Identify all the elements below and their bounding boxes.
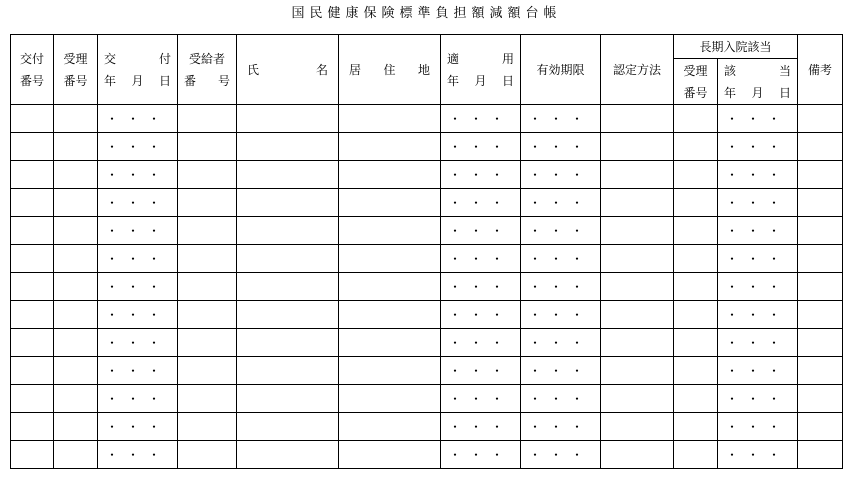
cell-issue-no[interactable] [11, 413, 54, 441]
header-address-char1: 居 [349, 63, 362, 77]
cell-issue-date[interactable]: ・・・ [98, 413, 178, 441]
cell-address[interactable] [339, 329, 441, 357]
header-long-date-units [718, 82, 797, 104]
cell-cert-method[interactable] [601, 301, 674, 329]
cell-apply-date[interactable]: ・・・ [441, 273, 521, 301]
cell-cert-method[interactable] [601, 413, 674, 441]
cell-issue-date[interactable]: ・・・ [98, 385, 178, 413]
header-apply-char1: 適 [447, 51, 460, 66]
header-recipient-no-line1: 受給者 [188, 51, 225, 66]
header-long-date-line1 [718, 60, 797, 82]
cell-name[interactable] [237, 217, 339, 245]
cell-apply-date[interactable]: ・・・ [441, 105, 521, 133]
cell-long-receipt-no[interactable] [674, 413, 718, 441]
cell-name[interactable] [237, 245, 339, 273]
cell-receipt-no[interactable] [54, 273, 98, 301]
cell-issue-date[interactable]: ・・・ [98, 245, 178, 273]
cell-apply-date[interactable]: ・・・ [441, 329, 521, 357]
header-long-receipt-no [674, 59, 718, 105]
cell-validity[interactable]: ・・・ [521, 189, 601, 217]
cell-issue-no[interactable] [11, 189, 54, 217]
cell-long-receipt-no[interactable] [674, 441, 718, 469]
cell-issue-no[interactable] [11, 273, 54, 301]
cell-validity[interactable]: ・・・ [521, 301, 601, 329]
ledger-body [11, 105, 843, 469]
cell-remarks[interactable] [798, 329, 843, 357]
cell-address[interactable] [339, 245, 441, 273]
table-row [11, 357, 843, 385]
cell-name[interactable] [237, 273, 339, 301]
table-row [11, 133, 843, 161]
cell-address[interactable] [339, 133, 441, 161]
cell-validity[interactable]: ・・・ [521, 105, 601, 133]
cell-issue-no[interactable] [11, 385, 54, 413]
header-long-date [718, 59, 798, 105]
cell-validity[interactable]: ・・・ [521, 245, 601, 273]
cell-recipient-no[interactable] [178, 273, 237, 301]
cell-cert-method[interactable] [601, 329, 674, 357]
cell-cert-method[interactable] [601, 189, 674, 217]
unit-day: 日 [158, 73, 171, 88]
cell-issue-no[interactable] [11, 217, 54, 245]
table-row [11, 441, 843, 469]
cell-name[interactable] [237, 301, 339, 329]
header-issue-date-units [98, 70, 177, 92]
unit-month: 月 [751, 85, 764, 100]
header-recipient-no-char1: 番 [184, 73, 197, 88]
header-apply-date-units [441, 70, 520, 92]
cell-long-date[interactable]: ・・・ [718, 413, 798, 441]
cell-issue-date[interactable]: ・・・ [98, 329, 178, 357]
cell-address[interactable] [339, 217, 441, 245]
cell-remarks[interactable] [798, 273, 843, 301]
cell-cert-method[interactable] [601, 357, 674, 385]
cell-address[interactable] [339, 413, 441, 441]
cell-recipient-no[interactable] [178, 161, 237, 189]
cell-name[interactable] [237, 161, 339, 189]
header-long-receipt-no-line1: 受理 [683, 63, 708, 78]
header-row-top [11, 35, 843, 59]
cell-apply-date[interactable]: ・・・ [441, 301, 521, 329]
cell-validity[interactable]: ・・・ [521, 385, 601, 413]
header-remarks: 備考 [798, 35, 843, 105]
table-row [11, 273, 843, 301]
header-issue-no-line1: 交付 [19, 51, 44, 66]
cell-address[interactable] [339, 105, 441, 133]
header-name [237, 35, 339, 105]
cell-long-receipt-no[interactable] [674, 133, 718, 161]
cell-cert-method[interactable] [601, 217, 674, 245]
cell-validity[interactable]: ・・・ [521, 357, 601, 385]
cell-remarks[interactable] [798, 161, 843, 189]
cell-receipt-no[interactable] [54, 329, 98, 357]
cell-receipt-no[interactable] [54, 413, 98, 441]
cell-address[interactable] [339, 441, 441, 469]
table-row [11, 105, 843, 133]
cell-remarks[interactable] [798, 133, 843, 161]
cell-cert-method[interactable] [601, 105, 674, 133]
cell-issue-no[interactable] [11, 161, 54, 189]
cell-long-receipt-no[interactable] [674, 357, 718, 385]
cell-receipt-no[interactable] [54, 385, 98, 413]
header-receipt-no [54, 35, 98, 105]
header-cert-method: 認定方法 [601, 35, 674, 105]
cell-cert-method[interactable] [601, 133, 674, 161]
cell-issue-no[interactable] [11, 301, 54, 329]
cell-issue-date[interactable]: ・・・ [98, 357, 178, 385]
table-row [11, 189, 843, 217]
cell-apply-date[interactable]: ・・・ [441, 413, 521, 441]
cell-name[interactable] [237, 385, 339, 413]
cell-long-receipt-no[interactable] [674, 329, 718, 357]
cell-receipt-no[interactable] [54, 245, 98, 273]
cell-issue-no[interactable] [11, 105, 54, 133]
header-long-term: 長期入院該当 [674, 35, 798, 59]
cell-address[interactable] [339, 161, 441, 189]
cell-recipient-no[interactable] [178, 105, 237, 133]
unit-day: 日 [501, 73, 514, 88]
cell-long-date[interactable]: ・・・ [718, 245, 798, 273]
page-title: 国民健康保険標準負担額減額台帳 [291, 6, 562, 21]
cell-apply-date[interactable]: ・・・ [441, 217, 521, 245]
header-long-receipt-no-line2: 番号 [683, 85, 708, 100]
cell-issue-date[interactable]: ・・・ [98, 189, 178, 217]
cell-long-date[interactable]: ・・・ [718, 105, 798, 133]
header-name-char1: 氏 [247, 63, 260, 77]
cell-long-date[interactable]: ・・・ [718, 329, 798, 357]
cell-long-date[interactable]: ・・・ [718, 161, 798, 189]
cell-receipt-no[interactable] [54, 441, 98, 469]
cell-cert-method[interactable] [601, 385, 674, 413]
cell-remarks[interactable] [798, 189, 843, 217]
cell-validity[interactable]: ・・・ [521, 273, 601, 301]
cell-cert-method[interactable] [601, 273, 674, 301]
cell-issue-date[interactable]: ・・・ [98, 273, 178, 301]
cell-long-date[interactable]: ・・・ [718, 385, 798, 413]
cell-issue-date[interactable]: ・・・ [98, 161, 178, 189]
cell-long-receipt-no[interactable] [674, 189, 718, 217]
cell-long-date[interactable]: ・・・ [718, 217, 798, 245]
cell-validity[interactable]: ・・・ [521, 217, 601, 245]
cell-long-receipt-no[interactable] [674, 161, 718, 189]
header-apply-date [441, 35, 521, 105]
cell-receipt-no[interactable] [54, 133, 98, 161]
cell-issue-date[interactable]: ・・・ [98, 217, 178, 245]
cell-long-date[interactable]: ・・・ [718, 357, 798, 385]
cell-remarks[interactable] [798, 105, 843, 133]
cell-issue-no[interactable] [11, 357, 54, 385]
header-apply-char2: 用 [501, 51, 514, 66]
cell-long-date[interactable]: ・・・ [718, 189, 798, 217]
header-issue-date-char1: 交 [104, 51, 117, 66]
cell-validity[interactable]: ・・・ [521, 133, 601, 161]
header-issue-no [11, 35, 54, 105]
cell-remarks[interactable] [798, 217, 843, 245]
cell-recipient-no[interactable] [178, 329, 237, 357]
cell-remarks[interactable] [798, 301, 843, 329]
unit-month: 月 [474, 73, 487, 88]
cell-apply-date[interactable]: ・・・ [441, 357, 521, 385]
header-address-char3: 地 [417, 63, 430, 77]
unit-day: 日 [779, 85, 792, 100]
cell-issue-no[interactable] [11, 133, 54, 161]
header-issue-no-line2: 番号 [19, 73, 44, 88]
cell-receipt-no[interactable] [54, 217, 98, 245]
header-address-char2: 住 [383, 63, 396, 77]
cell-recipient-no[interactable] [178, 245, 237, 273]
table-row [11, 161, 843, 189]
cell-receipt-no[interactable] [54, 357, 98, 385]
cell-apply-date[interactable]: ・・・ [441, 161, 521, 189]
cell-name[interactable] [237, 189, 339, 217]
unit-month: 月 [131, 73, 144, 88]
cell-issue-date[interactable]: ・・・ [98, 133, 178, 161]
cell-recipient-no[interactable] [178, 133, 237, 161]
cell-long-date[interactable]: ・・・ [718, 273, 798, 301]
cell-long-receipt-no[interactable] [674, 273, 718, 301]
cell-receipt-no[interactable] [54, 161, 98, 189]
cell-cert-method[interactable] [601, 441, 674, 469]
cell-remarks[interactable] [798, 385, 843, 413]
cell-long-receipt-no[interactable] [674, 301, 718, 329]
header-address [339, 35, 441, 105]
cell-long-receipt-no[interactable] [674, 217, 718, 245]
cell-name[interactable] [237, 413, 339, 441]
unit-year: 年 [104, 73, 117, 88]
header-recipient-no-line2 [178, 70, 236, 92]
cell-recipient-no[interactable] [178, 357, 237, 385]
header-name-char2: 名 [315, 63, 328, 77]
header-recipient-no-char2: 号 [217, 73, 230, 88]
cell-recipient-no[interactable] [178, 413, 237, 441]
table-row [11, 385, 843, 413]
cell-recipient-no[interactable] [178, 301, 237, 329]
cell-name[interactable] [237, 357, 339, 385]
cell-address[interactable] [339, 189, 441, 217]
cell-issue-date[interactable]: ・・・ [98, 301, 178, 329]
table-row [11, 217, 843, 245]
cell-apply-date[interactable]: ・・・ [441, 245, 521, 273]
cell-remarks[interactable] [798, 441, 843, 469]
cell-validity[interactable]: ・・・ [521, 161, 601, 189]
header-receipt-no-line2: 番号 [63, 73, 88, 88]
header-issue-date-line1 [98, 48, 177, 70]
cell-long-date[interactable]: ・・・ [718, 441, 798, 469]
table-row [11, 245, 843, 273]
cell-apply-date[interactable]: ・・・ [441, 441, 521, 469]
header-long-date-char2: 当 [779, 63, 792, 78]
cell-remarks[interactable] [798, 245, 843, 273]
cell-receipt-no[interactable] [54, 105, 98, 133]
header-apply-date-line1 [441, 48, 520, 70]
header-receipt-no-line1: 受理 [63, 51, 88, 66]
cell-recipient-no[interactable] [178, 189, 237, 217]
cell-recipient-no[interactable] [178, 385, 237, 413]
cell-validity[interactable]: ・・・ [521, 441, 601, 469]
cell-remarks[interactable] [798, 413, 843, 441]
cell-issue-date[interactable]: ・・・ [98, 441, 178, 469]
cell-address[interactable] [339, 385, 441, 413]
header-long-date-char1: 該 [724, 63, 737, 78]
cell-issue-date[interactable]: ・・・ [98, 105, 178, 133]
cell-name[interactable] [237, 329, 339, 357]
header-validity: 有効期限 [521, 35, 601, 105]
header-recipient-no [178, 35, 237, 105]
cell-name[interactable] [237, 105, 339, 133]
header-issue-date-char2: 付 [158, 51, 171, 66]
cell-name[interactable] [237, 133, 339, 161]
cell-issue-no[interactable] [11, 441, 54, 469]
header-issue-date [98, 35, 178, 105]
table-row [11, 329, 843, 357]
cell-remarks[interactable] [798, 357, 843, 385]
cell-apply-date[interactable]: ・・・ [441, 133, 521, 161]
cell-receipt-no[interactable] [54, 301, 98, 329]
cell-address[interactable] [339, 357, 441, 385]
cell-recipient-no[interactable] [178, 441, 237, 469]
cell-validity[interactable]: ・・・ [521, 329, 601, 357]
ledger-table [10, 34, 843, 469]
cell-cert-method[interactable] [601, 245, 674, 273]
cell-cert-method[interactable] [601, 161, 674, 189]
cell-name[interactable] [237, 441, 339, 469]
cell-long-receipt-no[interactable] [674, 245, 718, 273]
unit-year: 年 [447, 73, 460, 88]
cell-receipt-no[interactable] [54, 189, 98, 217]
cell-long-receipt-no[interactable] [674, 385, 718, 413]
cell-long-receipt-no[interactable] [674, 105, 718, 133]
cell-long-date[interactable]: ・・・ [718, 133, 798, 161]
unit-year: 年 [724, 85, 737, 100]
cell-address[interactable] [339, 301, 441, 329]
cell-validity[interactable]: ・・・ [521, 413, 601, 441]
cell-issue-no[interactable] [11, 329, 54, 357]
cell-apply-date[interactable]: ・・・ [441, 385, 521, 413]
cell-apply-date[interactable]: ・・・ [441, 189, 521, 217]
cell-recipient-no[interactable] [178, 217, 237, 245]
cell-long-date[interactable]: ・・・ [718, 301, 798, 329]
table-row [11, 301, 843, 329]
cell-address[interactable] [339, 273, 441, 301]
table-row [11, 413, 843, 441]
cell-issue-no[interactable] [11, 245, 54, 273]
